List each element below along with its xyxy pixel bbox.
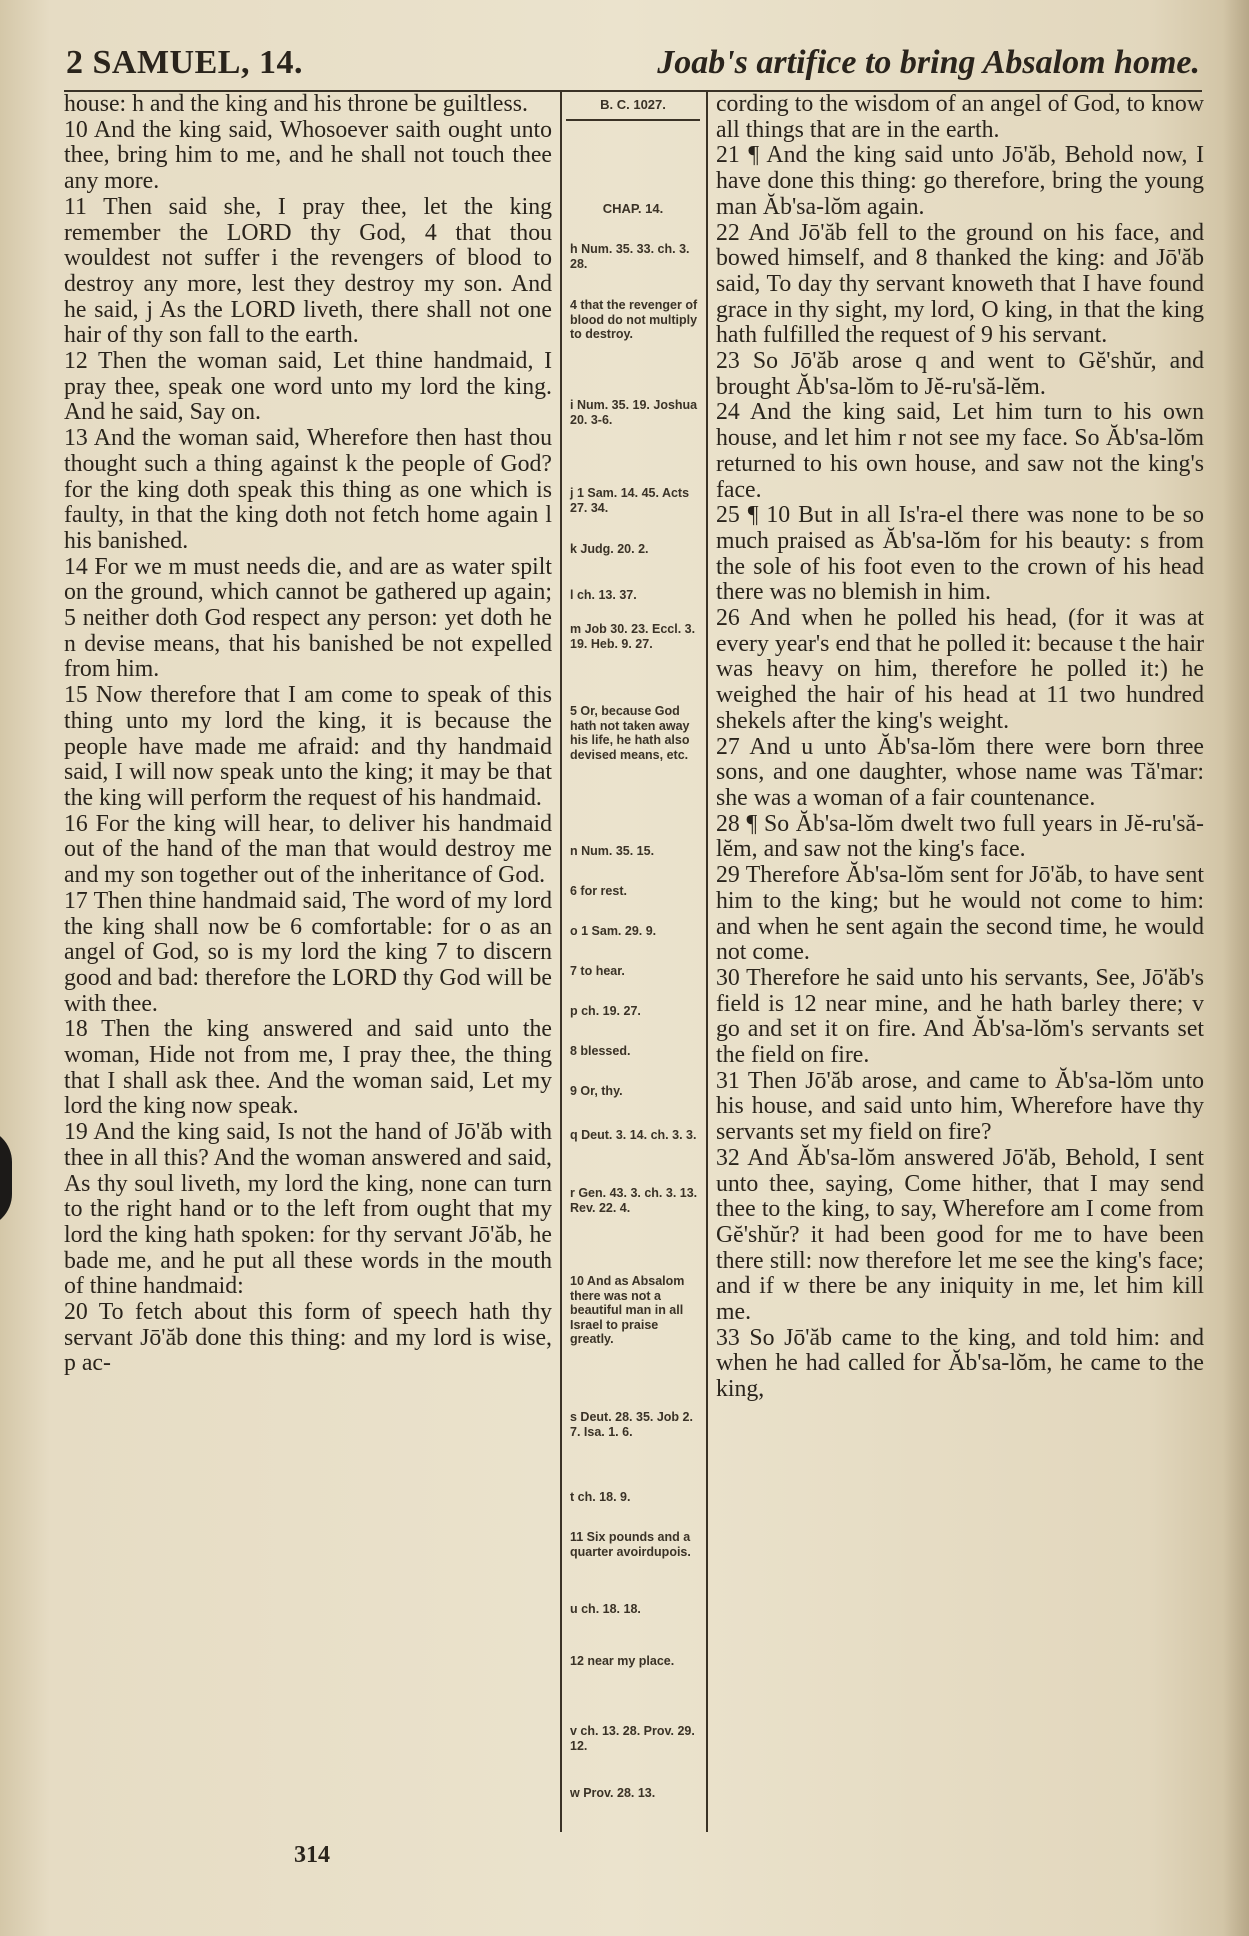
margin-note: 7 to hear. bbox=[570, 964, 625, 978]
margin-note: w Prov. 28. 13. bbox=[570, 1786, 656, 1800]
margin-note: 12 near my place. bbox=[570, 1654, 675, 1668]
verse-paragraph: 16 For the king will hear, to deliver his handmaid out of the hand of the man that would destroy me and my son together out of the inheritance of God. bbox=[64, 810, 552, 889]
verse-paragraph: 26 And when he polled his head, (for it was at every year's end that he polled it: because t the hair was heavy on him, therefore he polled it:) he weighed the hair of his head at 11 two hundred shekels after the king's weight. bbox=[716, 605, 1204, 734]
page-edge-shadow bbox=[1223, 0, 1249, 1936]
margin-note: q Deut. 3. 14. ch. 3. 3. bbox=[570, 1128, 697, 1142]
margin-note: v ch. 13. 28. Prov. 29. 12. bbox=[570, 1724, 695, 1753]
verse-paragraph: 33 So Jō'ăb came to the king, and told him: and when he had called for Ăb'sa-lŏm, he came to the king, bbox=[716, 1324, 1204, 1403]
verse-paragraph: 24 And the king said, Let him turn to his own house, and let him r not see my face. So Ăb'sa-lŏm returned to his own house, and saw not the king's face. bbox=[716, 399, 1204, 503]
margin-note: t ch. 18. 9. bbox=[570, 1490, 631, 1504]
verse-paragraph: 19 And the king said, Is not the hand of Jō'ăb with thee in all this? And the woman answered and said, As thy soul liveth, my lord the king, none can turn to the right hand or to the left from ought that my lord the king hath spoken: for thy servant Jō'ăb, he bade me, and he put all these words in the mouth of thine handmaid: bbox=[64, 1119, 552, 1300]
verse-paragraph: 18 Then the king answered and said unto the woman, Hide not from me, I pray thee, the thing that I shall ask thee. And the woman said, Let my lord the king now speak. bbox=[64, 1016, 552, 1120]
right-text-column bbox=[716, 92, 1204, 1832]
verse-paragraph: 13 And the woman said, Wherefore then hast thou thought such a thing against k the people of God? for the king doth speak this thing as one which is faulty, in that the king doth not fetch home again l his banished. bbox=[64, 425, 552, 554]
margin-note: s Deut. 28. 35. Job 2. 7. Isa. 1. 6. bbox=[570, 1410, 693, 1439]
margin-note: 9 Or, thy. bbox=[570, 1084, 623, 1098]
verse-paragraph: cording to the wisdom of an angel of God, to know all things that are in the earth. bbox=[716, 92, 1204, 143]
margin-note: 10 And as Absalom there was not a beautiful man in all Israel to praise greatly. bbox=[570, 1274, 685, 1346]
margin-note: l ch. 13. 37. bbox=[570, 588, 637, 602]
verse-paragraph: 30 Therefore he said unto his servants, See, Jō'ăb's field is 12 near mine, and he hath barley there; v go and set it on fire. And Ăb'sa-lŏm's servants set the field on fire. bbox=[716, 964, 1204, 1069]
section-heading: Joab's artifice to bring Absalom home. bbox=[657, 44, 1200, 81]
margin-era: B. C. 1027. bbox=[566, 98, 700, 121]
verse-paragraph: 12 Then the woman said, Let thine handmaid, I pray thee, speak one word unto my lord the king. And he said, Say on. bbox=[64, 348, 552, 426]
reference-margin bbox=[566, 92, 700, 1832]
margin-note: n Num. 35. 15. bbox=[570, 844, 655, 858]
verse-paragraph: house: h and the king and his throne be guiltless. bbox=[64, 92, 528, 117]
left-text-column bbox=[64, 92, 552, 1832]
margin-note: 11 Six pounds and a quarter avoirdupois. bbox=[570, 1530, 691, 1559]
verse-paragraph: 31 Then Jō'ăb arose, and came to Ăb'sa-lŏm unto his house, and said unto him, Wherefore have thy servants set my field on fire? bbox=[716, 1067, 1204, 1146]
column-divider-right bbox=[706, 92, 708, 1832]
thumb-index-tab bbox=[0, 1128, 12, 1228]
verse-paragraph: 15 Now therefore that I am come to speak of this thing unto my lord the king, it is because the people have made me afraid: and thy handmaid said, I will now speak unto the king; it may be that the king will perform the request of his handmaid. bbox=[64, 682, 552, 811]
margin-note: 6 for rest. bbox=[570, 884, 627, 898]
verse-paragraph: 17 Then thine handmaid said, The word of my lord the king shall now be 6 comfortable: for o as an angel of God, so is my lord the king 7 to discern good and bad: therefore the LORD thy God will be with thee. bbox=[64, 887, 552, 1017]
verse-paragraph: 10 And the king said, Whosoever saith ought unto thee, bring him to me, and he shall not touch thee any more. bbox=[64, 116, 552, 195]
margin-note: o 1 Sam. 29. 9. bbox=[570, 924, 657, 938]
running-header bbox=[64, 40, 1202, 92]
verse-paragraph: 20 To fetch about this form of speech hath thy servant Jō'ăb done this thing: and my lord is wise, p ac- bbox=[64, 1299, 552, 1377]
verse-paragraph: 29 Therefore Ăb'sa-lŏm sent for Jō'ăb, to have sent him to the king; but he would not come to him: and when he sent again the second time, he would not come. bbox=[716, 862, 1204, 966]
margin-chapter: CHAP. 14. bbox=[602, 201, 664, 216]
verse-paragraph: 23 So Jō'ăb arose q and went to Gĕ'shŭr, and brought Ăb'sa-lŏm to Jĕ-ru'să-lĕm. bbox=[716, 348, 1204, 400]
margin-note: i Num. 35. 19. Joshua 20. 3-6. bbox=[570, 398, 698, 427]
verse-paragraph: 22 And Jō'ăb fell to the ground on his face, and bowed himself, and 8 thanked the king: and Jō'ăb said, To day thy servant knoweth that I have found grace in thy sight, my lord, O king, in that the king hath fulfilled the request of 9 his servant. bbox=[716, 219, 1204, 349]
verse-paragraph: 32 And Ăb'sa-lŏm answered Jō'ăb, Behold, I sent unto thee, saying, Come hither, that I may send thee to the king, to say, Wherefore am I come from Gĕ'shŭr? it had been good for me to have been there still: now therefore let me see the king's face; and if w there be any iniquity in me, let him kill me. bbox=[716, 1144, 1204, 1326]
margin-note: j 1 Sam. 14. 45. Acts 27. 34. bbox=[570, 486, 690, 515]
page-number: 314 bbox=[294, 1842, 330, 1868]
verse-paragraph: 25 ¶ 10 But in all Is'ra-el there was none to be so much praised as Ăb'sa-lŏm for his beauty: s from the sole of his foot even to the crown of his head there was no blemish in him. bbox=[716, 502, 1204, 606]
margin-note: 8 blessed. bbox=[570, 1044, 631, 1058]
margin-note: 4 that the revenger of blood do not multiply to destroy. bbox=[570, 298, 698, 341]
book-chapter-title: 2 SAMUEL, 14. bbox=[66, 44, 303, 81]
verse-paragraph: 27 And u unto Ăb'sa-lŏm there were born three sons, and one daughter, whose name was Tă'mar: she was a woman of a fair countenance. bbox=[716, 733, 1204, 811]
margin-note: r Gen. 43. 3. ch. 3. 13. Rev. 22. 4. bbox=[570, 1186, 698, 1215]
column-divider-left bbox=[560, 92, 562, 1832]
margin-note: p ch. 19. 27. bbox=[570, 1004, 641, 1018]
margin-note: k Judg. 20. 2. bbox=[570, 542, 649, 556]
verse-paragraph: 21 ¶ And the king said unto Jō'ăb, Behold now, I have done this thing: go therefore, bring the young man Ăb'sa-lŏm again. bbox=[716, 142, 1204, 220]
verse-paragraph: 28 ¶ So Ăb'sa-lŏm dwelt two full years in Jĕ-ru'să-lĕm, and saw not the king's face. bbox=[716, 810, 1204, 863]
margin-note: h Num. 35. 33. ch. 3. 28. bbox=[570, 242, 690, 271]
margin-note: 5 Or, because God hath not taken away his life, he hath also devised means, etc. bbox=[570, 704, 690, 762]
margin-note: m Job 30. 23. Eccl. 3. 19. Heb. 9. 27. bbox=[570, 622, 696, 651]
margin-note: u ch. 18. 18. bbox=[570, 1602, 641, 1616]
verse-paragraph: 14 For we m must needs die, and are as water spilt on the ground, which cannot be gathered up again; 5 neither doth God respect any person: yet doth he n devise means, that his banished be not expelled from him. bbox=[64, 553, 552, 683]
verse-paragraph: 11 Then said she, I pray thee, let the king remember the LORD thy God, 4 that thou wouldest not suffer i the revengers of blood to destroy any more, lest they destroy my son. And he said, j As the LORD liveth, there shall not one hair of thy son fall to the earth. bbox=[64, 193, 552, 349]
